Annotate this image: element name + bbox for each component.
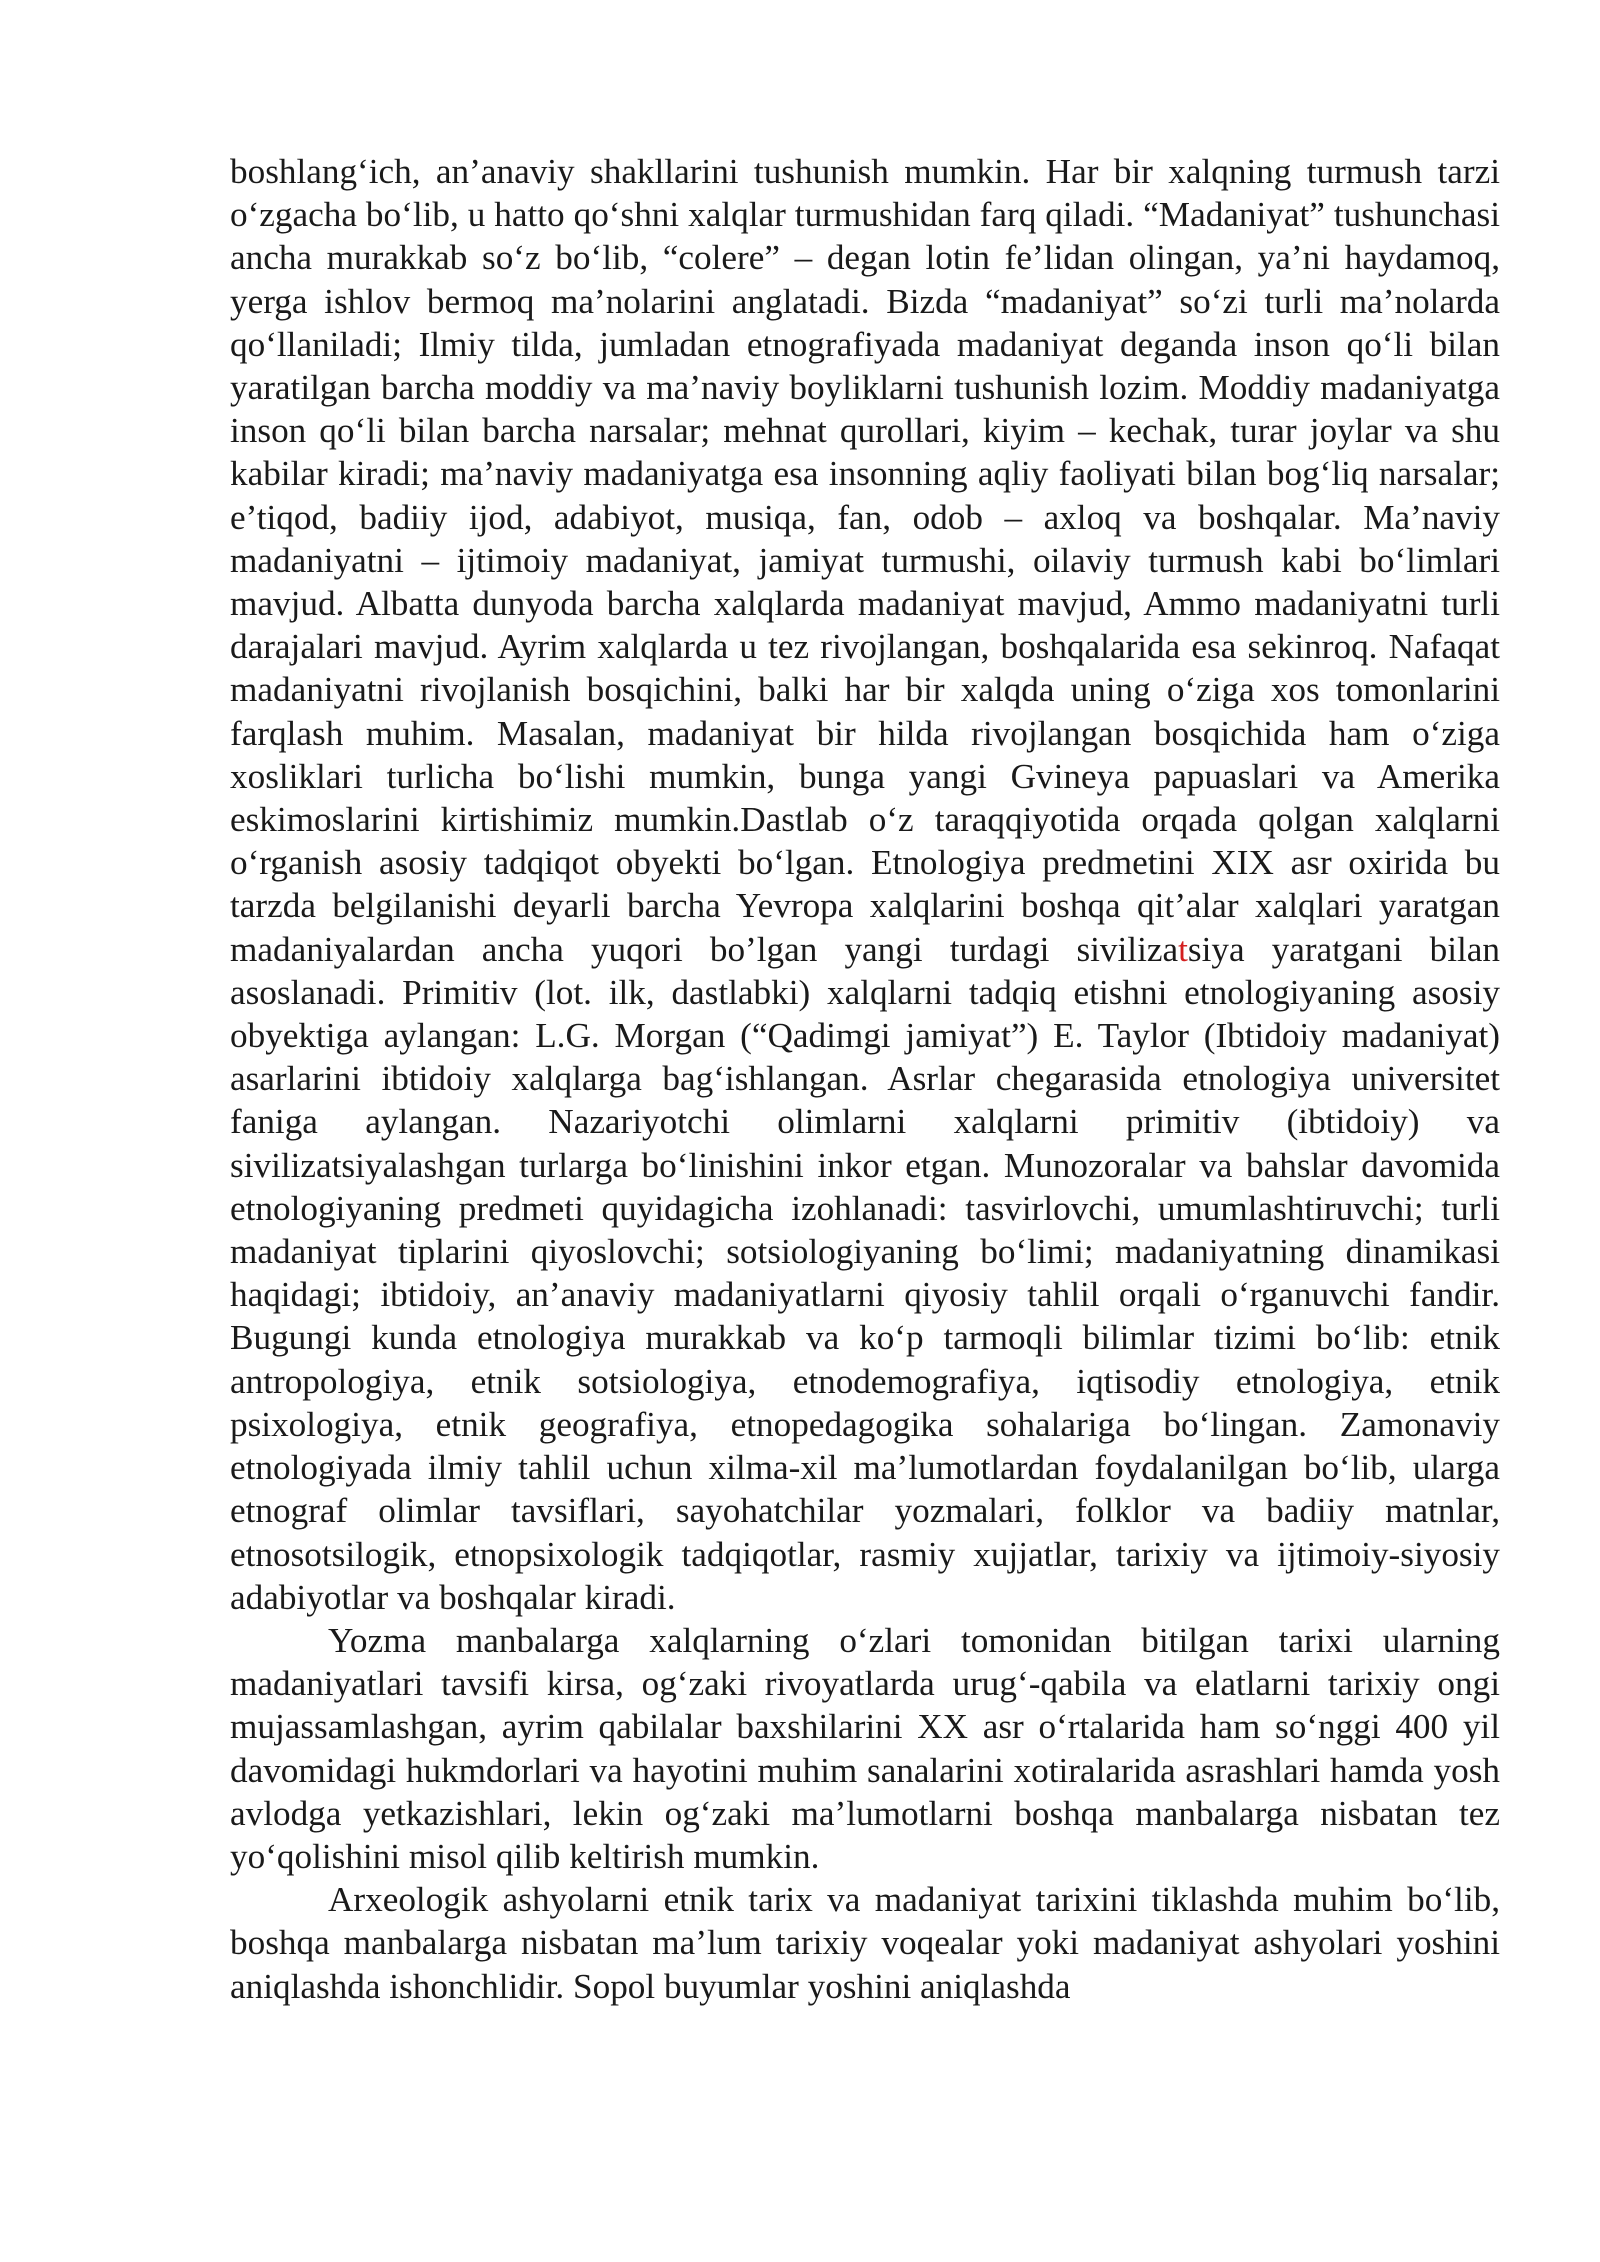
paragraph-3: Arxeologik ashyolarni etnik tarix va madaniyat tarixini tiklashda muhim bo‘lib, boshqa manbalarga nisbatan ma’lum tarixiy voqealar yoki madaniyat ashyolari yoshini aniqlashda ishonchlidir. Sopol buyumlar yoshini aniqlashda: [230, 1880, 1500, 2006]
paragraph-1: [230, 150, 1500, 1619]
paragraph-1-text: boshlang‘ich, an’anaviy shakllarini tushunish mumkin. Har bir xalqning turmush tarzi o‘zgacha bo‘lib, u hatto qo‘shni xalqlar turmushidan farq qiladi. “Madaniyat” tushunchasi ancha murakkab so‘z bo‘lib, “colere” – degan lotin fe’lidan olingan, ya’ni haydamoq, yerga ishlov bermoq ma’nolarini anglatadi. Bizda “madaniyat” so‘zi turli ma’nolarda qo‘llaniladi; Ilmiy tilda, jumladan etnografiyada madaniyat deganda inson qo‘li bilan yaratilgan barcha moddiy va ma’naviy boyliklarni tushunish lozim. Moddiy madaniyatga inson qo‘li bilan barcha narsalar; mehnat qurollari, kiyim – kechak, turar joylar va shu kabilar kiradi; ma’naviy madaniyatga esa insonning aqliy faoliyati bilan bog‘liq narsalar; e’tiqod, badiiy ijod, adabiyot, musiqa, fan, odob – axloq va boshqalar. Ma’naviy madaniyatni – ijtimoiy madaniyat, jamiyat turmushi, oilaviy turmush kabi bo‘limlari mavjud. Albatta dunyoda barcha xalqlarda madaniyat mavjud, Ammo madaniyatni turli darajalari mavjud. Ayrim xalqlarda u tez rivojlangan, boshqalarida esa sekinroq. Nafaqat madaniyatni rivojlanish bosqichini, balki har bir xalqda uning o‘ziga xos tomonlarini farqlash muhim. Masalan, madaniyat bir hilda rivojlangan bosqichida ham o‘ziga xosliklari turlicha bo‘lishi mumkin, bunga yangi Gvineya papuaslari va Amerika eskimoslarini kirtishimiz mumkin.Dastlab o‘z taraqqiyotida orqada qolgan xalqlarni o‘rganish asosiy tadqiqot obyekti bo‘lgan. Etnologiya predmetini XIX asr oxirida bu tarzda belgilanishi deyarli barcha Yevropa xalqlarini boshqa qit’alar xalqlari yaratgan madaniyalardan ancha yuqori bo’lgan yangi turdagi siviliza: [230, 152, 1500, 969]
document-page: [230, 150, 1500, 2008]
paragraph-2: Yozma manbalarga xalqlarning o‘zlari tomonidan bitilgan tarixi ularning madaniyatlari tavsifi kirsa, og‘zaki rivoyatlarda urug‘-qabila va elatlarni tarixiy ongi mujassamlashgan, ayrim qabilalar baxshilarini XX asr o‘rtalarida ham so‘nggi 400 yil davomidagi hukmdorlari va hayotini muhim sanalarini xotiralarida asrashlari hamda yosh avlodga yetkazishlari, lekin og‘zaki ma’lumotlarni boshqa manbalarga nisbatan tez yo‘qolishini misol qilib keltirish mumkin.: [230, 1620, 1500, 1876]
paragraph-1-text-continued: siya yaratgani bilan asoslanadi. Primitiv (lot. ilk, dastlabki) xalqlarni tadqiq etishni etnologiyaning asosiy obyektiga aylangan: L.G. Morgan (“Qadimgi jamiyat”) E. Taylor (Ibtidoiy madaniyat) asarlarini ibtidoiy xalqlarga bag‘ishlangan. Asrlar chegarasida etnologiya universitet faniga aylangan. Nazariyotchi olimlarni xalqlarni primitiv (ibtidoiy) va sivilizatsiyalashgan turlarga bo‘linishini inkor etgan. Munozoralar va bahslar davomida etnologiyaning predmeti quyidagicha izohlanadi: tasvirlovchi, umumlashtiruvchi; turli madaniyat tiplarini qiyoslovchi; sotsiologiyaning bo‘limi; madaniyatning dinamikasi haqidagi; ibtidoiy, an’anaviy madaniyatlarni qiyosiy tahlil orqali o‘rganuvchi fandir. Bugungi kunda etnologiya murakkab va ko‘p tarmoqli bilimlar tizimi bo‘lib: etnik antropologiya, etnik sotsiologiya, etnodemografiya, iqtisodiy etnologiya, etnik psixologiya, etnik geografiya, etnopedagogika sohalariga bo‘lingan. Zamonaviy etnologiyada ilmiy tahlil uchun xilma-xil ma’lumotlardan foydalanilgan bo‘lib, ularga etnograf olimlar tavsiflari, sayohatchilar yozmalari, folklor va badiiy matnlar, etnosotsilogik, etnopsixologik tadqiqotlar, rasmiy xujjatlar, tarixiy va ijtimoiy-siyosiy adabiyotlar va boshqalar kiradi.: [230, 929, 1500, 1617]
highlighted-letter: t: [1178, 929, 1188, 969]
